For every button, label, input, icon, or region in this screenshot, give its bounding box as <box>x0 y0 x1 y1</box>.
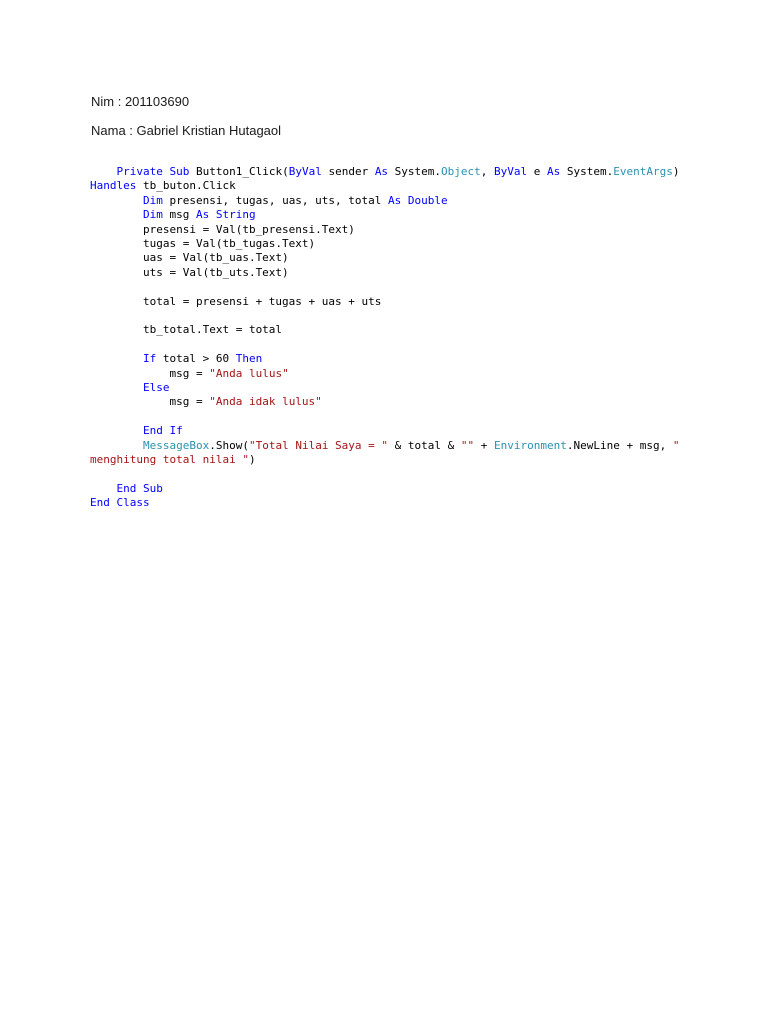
code-text: tb_total.Text = total <box>90 323 283 337</box>
keyword-token: Private Sub <box>116 165 190 178</box>
keyword-token: End Sub <box>116 481 163 495</box>
code-text: presensi, tugas, uas, uts, total <box>162 193 389 207</box>
type-token: Object <box>441 165 481 178</box>
keyword-token: As Double <box>388 193 448 207</box>
keyword-token: Then <box>235 352 263 366</box>
code-text: tugas = Val(tb_tugas.Text) <box>90 237 316 251</box>
code-text <box>90 194 143 207</box>
code-line <box>90 194 680 208</box>
code-text: System. <box>388 165 442 178</box>
code-text: uts = Val(tb_uts.Text) <box>90 265 289 279</box>
code-text: Button1_Click( <box>189 165 289 178</box>
code-line <box>90 467 680 481</box>
code-listing <box>90 165 680 511</box>
code-line <box>90 237 680 251</box>
code-line <box>90 482 680 496</box>
code-line <box>90 395 680 409</box>
code-text: total > 60 <box>156 352 236 366</box>
code-text: ) <box>248 453 256 467</box>
keyword-token: If <box>142 352 157 366</box>
code-line <box>90 439 680 453</box>
code-line <box>90 323 680 337</box>
code-line <box>90 266 680 280</box>
keyword-token: Handles <box>90 179 137 193</box>
code-line <box>90 410 680 424</box>
code-line <box>90 165 680 179</box>
string-token: "" <box>460 438 475 452</box>
code-text: , <box>480 165 495 178</box>
code-line <box>90 424 680 438</box>
code-text <box>90 208 143 221</box>
type-token: Environment <box>494 438 567 452</box>
code-text: System. <box>560 165 614 178</box>
keyword-token: Else <box>142 381 170 395</box>
string-token: "Anda idak lulus" <box>209 395 322 409</box>
code-text: tb_buton.Click <box>136 179 236 193</box>
code-text <box>90 482 117 495</box>
code-line <box>90 280 680 294</box>
keyword-token: As String <box>195 208 256 222</box>
code-line <box>90 295 680 309</box>
string-token: "Total Nilai Saya = " <box>248 438 389 452</box>
student-id-line: Nim : 201103690 <box>91 94 190 109</box>
string-token: "Anda lulus" <box>209 366 289 380</box>
student-name-line: Nama : Gabriel Kristian Hutagaol <box>91 123 282 138</box>
code-text: + <box>474 438 495 452</box>
code-line <box>90 309 680 323</box>
code-text: & total & <box>388 438 461 452</box>
type-token: MessageBox <box>142 438 210 452</box>
code-text: sender <box>321 165 375 178</box>
code-text <box>90 165 117 178</box>
code-text: e <box>527 165 548 178</box>
code-line <box>90 179 680 193</box>
code-line <box>90 496 680 510</box>
code-text: uas = Val(tb_uas.Text) <box>90 251 289 265</box>
code-text: .NewLine + msg, <box>566 438 673 452</box>
code-line <box>90 338 680 352</box>
code-line <box>90 223 680 237</box>
code-line <box>90 367 680 381</box>
string-token: menghitung total nilai " <box>90 453 249 467</box>
code-line <box>90 251 680 265</box>
keyword-token: ByVal <box>494 165 528 178</box>
keyword-token: End Class <box>90 496 150 510</box>
code-text: msg = <box>90 366 210 380</box>
keyword-token: Dim <box>142 193 163 207</box>
code-text: presensi = Val(tb_presensi.Text) <box>90 222 355 236</box>
code-text: msg <box>162 208 196 222</box>
code-text: msg = <box>90 395 210 409</box>
code-text: ) <box>672 165 680 178</box>
keyword-token: End If <box>142 424 183 438</box>
keyword-token: As <box>374 165 389 178</box>
keyword-token: ByVal <box>288 165 322 178</box>
code-text <box>90 424 143 437</box>
code-text <box>90 381 143 394</box>
code-line <box>90 381 680 395</box>
code-line <box>90 352 680 366</box>
code-text <box>90 439 143 452</box>
code-line <box>90 453 680 467</box>
string-token: " <box>672 438 680 452</box>
code-line <box>90 208 680 222</box>
type-token: EventArgs <box>613 165 673 178</box>
keyword-token: Dim <box>142 208 163 222</box>
keyword-token: As <box>547 165 561 178</box>
code-text: .Show( <box>209 438 249 452</box>
code-text: total = presensi + tugas + uas + uts <box>90 294 382 308</box>
code-text <box>90 352 143 365</box>
